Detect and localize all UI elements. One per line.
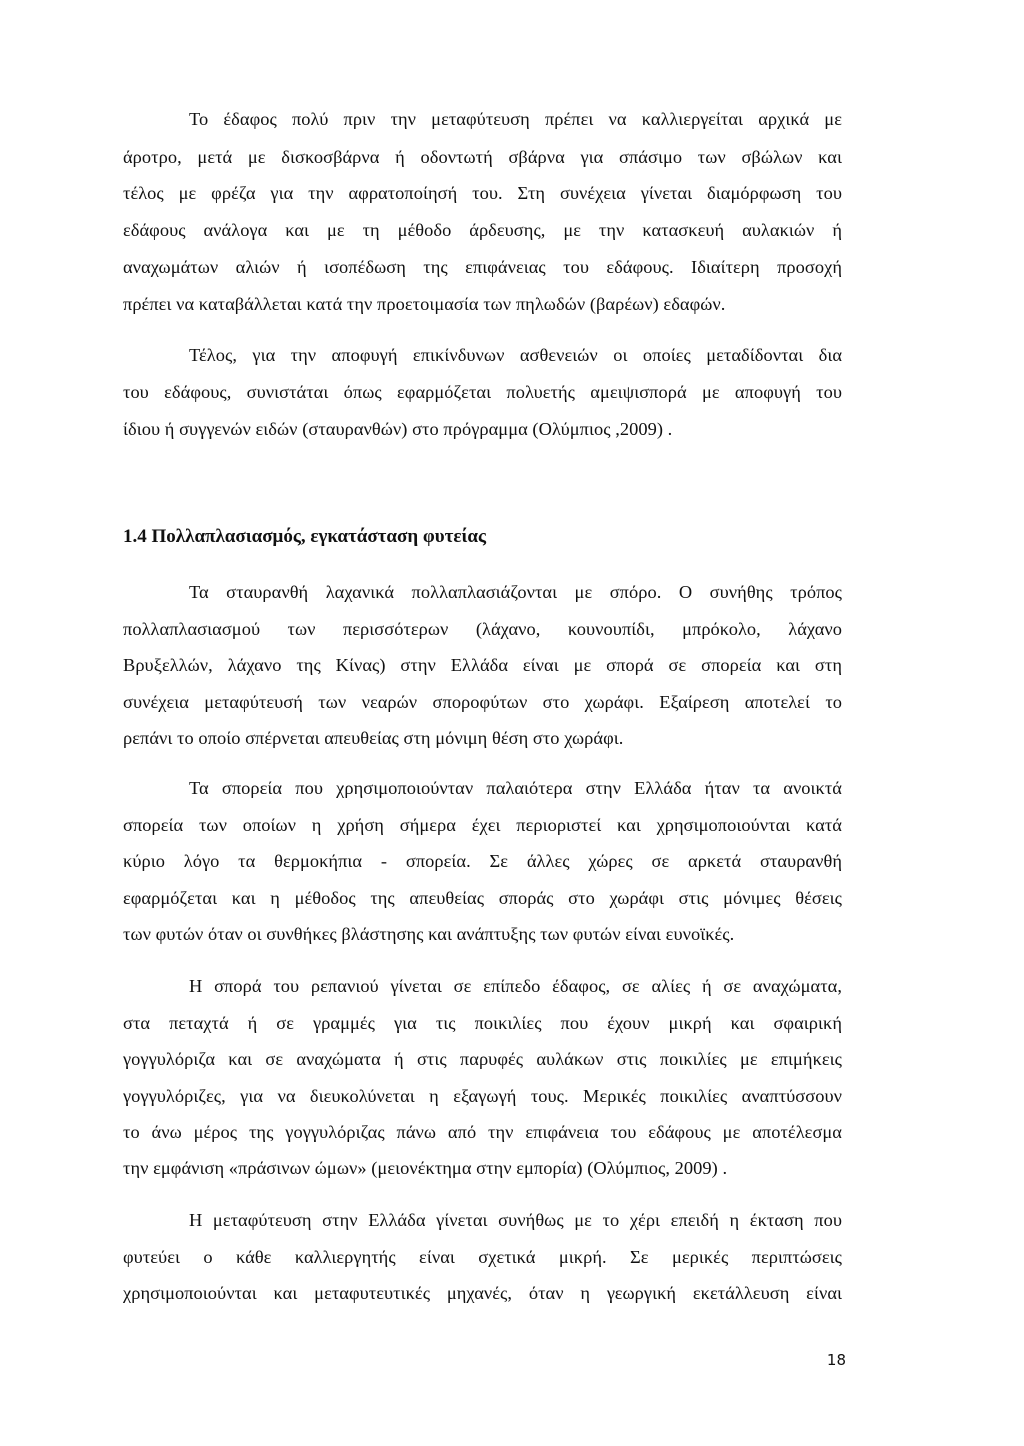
paragraph-5-line-2: στα πεταχτά ή σε γραμμές για τις ποικιλίες που έχουν μικρή και σφαιρική <box>123 1013 842 1033</box>
paragraph-1-line-2: άροτρο, μετά με δισκοσβάρνα ή οδοντωτή σβάρνα για σπάσιμο των σβώλων και <box>123 147 842 167</box>
paragraph-4-line-4: εφαρμόζεται και η μέθοδος της απευθείας σποράς στο χωράφι στις μόνιμες θέσεις <box>123 888 842 908</box>
paragraph-6-line-3: χρησιμοποιούνται και μεταφυτευτικές μηχανές, όταν η γεωργική εκετάλλευση είναι <box>123 1283 842 1303</box>
paragraph-2-line-3: ίδιου ή συγγενών ειδών (σταυρανθών) στο πρόγραμμα (Ολύμπιος ,2009) . <box>123 419 673 439</box>
paragraph-6-line-1: Η μεταφύτευση στην Ελλάδα γίνεται συνήθως με το χέρι επειδή η έκταση που <box>189 1210 842 1230</box>
paragraph-4-line-1: Τα σπορεία που χρησιμοποιούνταν παλαιότερα στην Ελλάδα ήταν τα ανοικτά <box>189 778 842 798</box>
paragraph-5-line-1: Η σπορά του ρεπανιού γίνεται σε επίπεδο έδαφος, σε αλίες ή σε αναχώματα, <box>189 976 842 996</box>
paragraph-6-line-2: φυτεύει ο κάθε καλλιεργητής είναι σχετικά μικρή. Σε μερικές περιπτώσεις <box>123 1247 842 1267</box>
paragraph-1-line-4: εδάφους ανάλογα και με τη μέθοδο άρδευσης, με την κατασκευή αυλακιών ή <box>123 220 842 240</box>
paragraph-3-line-5: ρεπάνι το οποίο σπέρνεται απευθείας στη μόνιμη θέση στο χωράφι. <box>123 728 624 748</box>
paragraph-1-line-6: πρέπει να καταβάλλεται κατά την προετοιμασία των πηλωδών (βαρέων) εδαφών. <box>123 294 726 314</box>
paragraph-3-line-1: Τα σταυρανθή λαχανικά πολλαπλασιάζονται με σπόρο. Ο συνήθης τρόπος <box>189 582 842 602</box>
section-heading: 1.4 Πολλαπλασιασμός, εγκατάσταση φυτείας <box>123 526 486 547</box>
paragraph-3-line-4: συνέχεια μεταφύτευσή των νεαρών σποροφύτων στο χωράφι. Εξαίρεση αποτελεί το <box>123 692 842 712</box>
paragraph-5-line-4: γογγυλόριζες, για να διευκολύνεται η εξαγωγή τους. Μερικές ποικιλίες αναπτύσσουν <box>123 1086 842 1106</box>
paragraph-4-line-2: σπορεία των οποίων η χρήση σήμερα έχει περιοριστεί και χρησιμοποιούνται κατά <box>123 815 842 835</box>
paragraph-5-line-3: γογγυλόριζα και σε αναχώματα ή στις παρυφές αυλάκων στις ποικιλίες με επιμήκεις <box>123 1049 842 1069</box>
paragraph-5-line-5: το άνω μέρος της γογγυλόριζας πάνω από την επιφάνεια του εδάφους με αποτέλεσμα <box>123 1122 842 1142</box>
paragraph-4-line-3: κύριο λόγο τα θερμοκήπια - σπορεία. Σε άλλες χώρες σε αρκετά σταυρανθή <box>123 851 842 871</box>
paragraph-1-line-3: τέλος με φρέζα για την αφρατοποίησή του. Στη συνέχεια γίνεται διαμόρφωση του <box>123 183 842 203</box>
paragraph-4-line-5: των φυτών όταν οι συνθήκες βλάστησης και ανάπτυξης των φυτών είναι ευνοϊκές. <box>123 924 735 944</box>
paragraph-2-line-2: του εδάφους, συνιστάται όπως εφαρμόζεται πολυετής αμειψισπορά με αποφυγή του <box>123 382 842 402</box>
page-number: 18 <box>826 1351 846 1369</box>
paragraph-2-line-1: Τέλος, για την αποφυγή επικίνδυνων ασθενειών οι οποίες μεταδίδονται δια <box>189 345 842 365</box>
paragraph-3-line-3: Βρυξελλών, λάχανο της Κίνας) στην Ελλάδα είναι με σπορά σε σπορεία και στη <box>123 655 842 675</box>
paragraph-3-line-2: πολλαπλασιασμού των περισσότερων (λάχανο, κουνουπίδι, μπρόκολο, λάχανο <box>123 619 842 639</box>
paragraph-1-line-5: αναχωμάτων αλιών ή ισοπέδωση της επιφάνειας του εδάφους. Ιδιαίτερη προσοχή <box>123 257 842 277</box>
paragraph-5-line-6: την εμφάνιση «πράσινων ώμων» (μειονέκτημα στην εμπορία) (Ολύμπιος, 2009) . <box>123 1158 728 1178</box>
paragraph-1-line-1: Το έδαφος πολύ πριν την μεταφύτευση πρέπει να καλλιεργείται αρχικά με <box>189 109 842 129</box>
